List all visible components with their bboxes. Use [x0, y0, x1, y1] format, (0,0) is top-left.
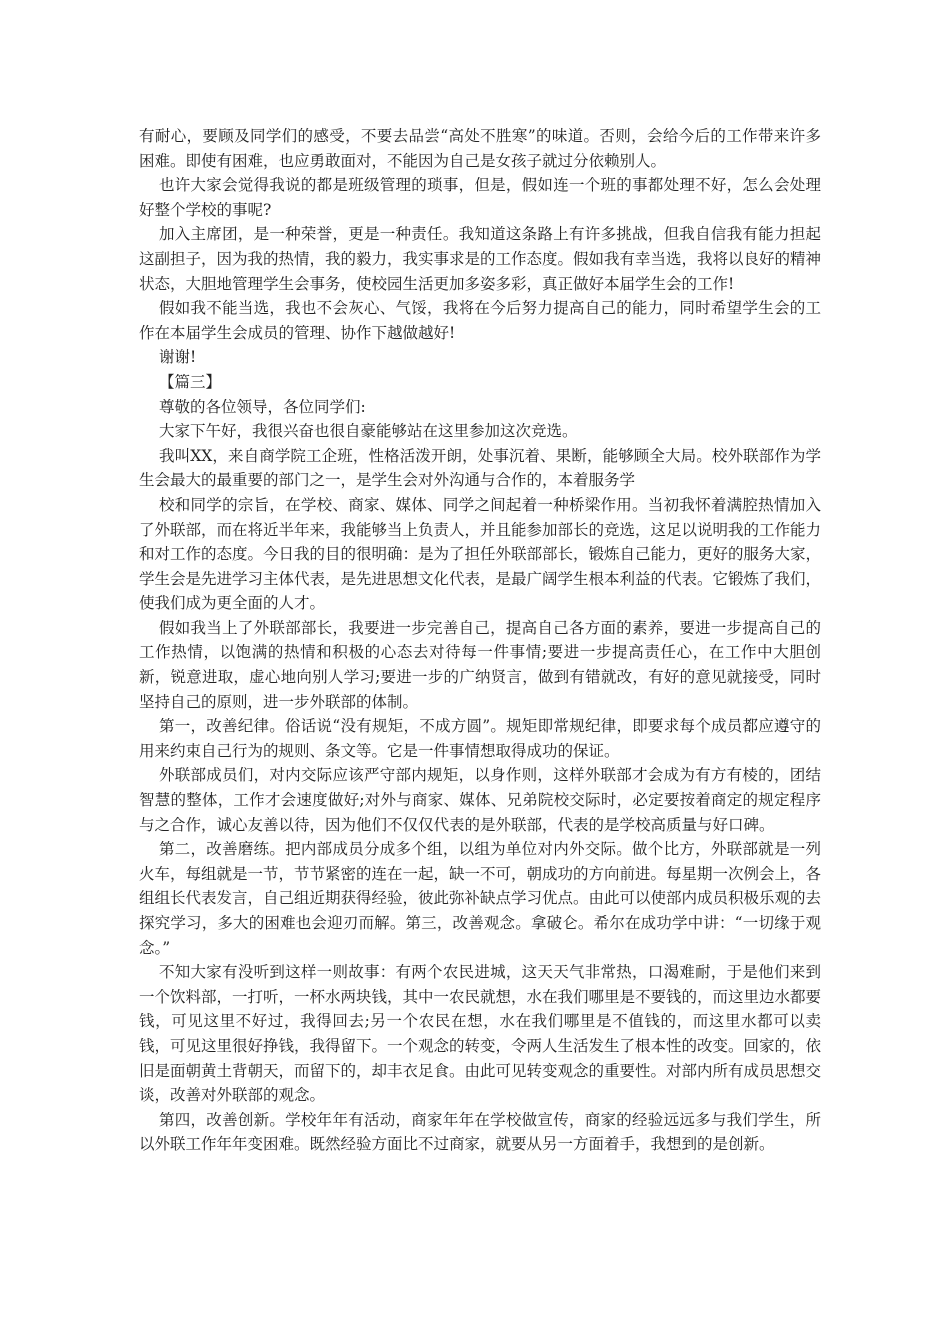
- paragraph-plan: 假如我当上了外联部部长，我要进一步完善自己，提高自己各方面的素养，要进一步提高自己的工作热情，以饱满的热情和积极的心态去对待每一件事情;要进一步提高责任心，在工作中大胆创新，锐意进取，虚心地向别人学习;要进一步的广纳贤言，做到有错就改，有好的意见就接受，同时坚持自己的原则，进一步外联部的体制。: [139, 618, 821, 711]
- paragraph-3: 加入主席团，是一种荣誉，更是一种责任。我知道这条路上有许多挑战，但我自信我有能力担起这副担子，因为我的热情，我的毅力，我实事求是的工作态度。假如我有幸当选，我将以良好的精神状态，大胆地管理学生会事务，使校园生活更加多姿多彩，真正做好本届学生会的工作!: [139, 225, 822, 293]
- paragraph-1: 有耐心，要顾及同学们的感受，不要去品尝“高处不胜寒”的味道。否则，会给今后的工作带来许多困难。即使有困难，也应勇敢面对，不能因为自己是女孩子就过分依赖别人。: [139, 127, 821, 170]
- salutation: 尊敬的各位领导，各位同学们:: [159, 397, 366, 416]
- paragraph-members: 外联部成员们，对内交际应该严守部内规矩，以身作则，这样外联部才会成为有方有棱的，团结智慧的整体，工作才会速度做好;对外与商家、媒体、兄弟院校交际时，必定要按着商定的规定程序与之合作，诚心友善以待，因为他们不仅仅代表的是外联部，代表的是学校高质量与好口碑。: [139, 766, 821, 834]
- paragraph-purpose: 校和同学的宗旨，在学校、商家、媒体、同学之间起着一种桥梁作用。当初我怀着满腔热情加入了外联部，而在将近半年来，我能够当上负责人，并且能参加部长的竞选，这足以说明我的工作能力和对工作的态度。今日我的目的很明确：是为了担任外联部部长，锻炼自己能力，更好的服务大家，学生会是先进学习主体代表，是先进思想文化代表，是最广阔学生根本利益的代表。它锻炼了我们，使我们成为更全面的人才。: [139, 495, 822, 613]
- paragraph-first-discipline: 第一，改善纪律。俗话说“没有规矩，不成方圆”。规矩即常规纪律，即要求每个成员都应遵守的用来约束自己行为的规则、条文等。它是一件事情想取得成功的保证。: [139, 717, 821, 760]
- section-heading: 【篇三】: [159, 372, 222, 391]
- paragraph-introduction: 我叫XX，来自商学院工企班，性格活泼开朗，处事沉着、果断，能够顾全大局。校外联部作为学生会最大的最重要的部门之一，是学生会对外沟通与合作的，本着服务学: [139, 446, 821, 490]
- thanks-line: 谢谢!: [159, 348, 197, 367]
- paragraph-fourth-innovation: 第四，改善创新。学校年年有活动，商家年年在学校做宣传，商家的经验远远多与我们学生，所以外联工作年年变困难。既然经验方面比不过商家，就要从另一方面着手，我想到的是创新。: [139, 1110, 821, 1154]
- paragraph-second-training: 第二，改善磨练。把内部成员分成多个组，以组为单位对内外交际。做个比方，外联部就是一列火车，每组就是一节，节节紧密的连在一起，缺一不可，朝成功的方向前进。每星期一次例会上，各组组长代表发言，自己组近期获得经验，彼此弥补缺点学习优点。由此可以使部内成员积极乐观的去探究学习，多大的困难也会迎刃而解。第三，改善观念。拿破仑。希尔在成功学中讲：“一切缘于观念。”: [139, 840, 822, 957]
- paragraph-2: 也许大家会觉得我说的都是班级管理的琐事，但是，假如连一个班的事都处理不好，怎么会处理好整个学校的事呢?: [139, 176, 821, 219]
- document-body: [139, 124, 821, 1157]
- paragraph-story: 不知大家有没听到这样一则故事：有两个农民进城，这天天气非常热，口渴难耐，于是他们来到一个饮料部，一打听，一杯水两块钱，其中一农民就想，水在我们哪里是不要钱的，而这里边水都要钱，可见这里不好过，我得回去;另一个农民在想，水在我们哪里是不值钱的，而这里水都可以卖钱，可见这里很好挣钱，我得留下。一个观念的转变，令两人生活发生了根本性的改变。回家的，依旧是面朝黄土背朝天，而留下的，却丰衣足食。由此可见转变观念的重要性。对部内所有成员思想交谈，改善对外联部的观念。: [139, 963, 822, 1105]
- greeting: 大家下午好，我很兴奋也很自豪能够站在这里参加这次竞选。: [159, 422, 578, 441]
- paragraph-4: 假如我不能当选，我也不会灰心、气馁，我将在今后努力提高自己的能力，同时希望学生会的工作在本届学生会成员的管理、协作下越做越好!: [139, 299, 821, 342]
